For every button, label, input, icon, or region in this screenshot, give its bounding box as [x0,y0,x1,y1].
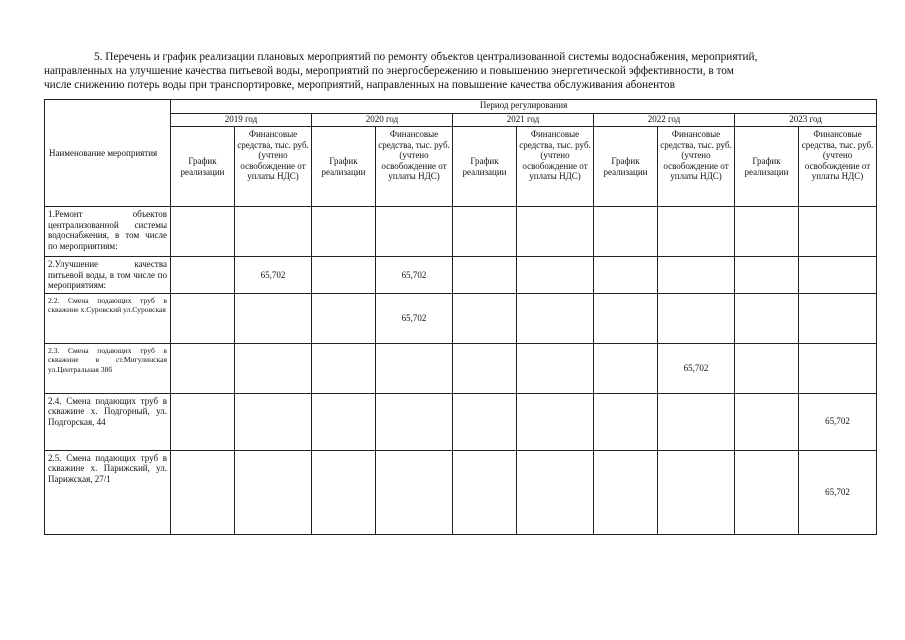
value-cell [517,393,594,450]
value-cell [171,450,235,534]
year-header: 2020 год [312,114,453,127]
value-cell [594,343,658,393]
table-row [45,393,877,450]
value-cell [171,293,235,343]
value-cell [312,293,376,343]
grafik-header: График реализации [312,127,376,207]
table-row [45,257,877,294]
value-cell [171,207,235,257]
section-heading [44,50,874,93]
value-cell [312,450,376,534]
value-cell [235,450,312,534]
value-cell [453,207,517,257]
row-name: 1.Ремонт объектов централизованной системы водоснабжения, в том числе по мероприятиям: [45,207,171,257]
value-cell [594,293,658,343]
value-cell [735,393,799,450]
value-cell: 65,702 [658,343,735,393]
heading-line-2: направленных на улучшение качества питьевой воды, мероприятий по энергосбережению и повышению энергетической эффективности, в том [44,65,734,78]
value-cell: 65,702 [799,450,877,534]
value-cell [735,293,799,343]
period-header: Период регулирования [171,100,877,114]
value-cell [517,293,594,343]
value-cell [453,257,517,294]
value-cell [171,393,235,450]
value-cell: 65,702 [376,293,453,343]
value-cell [799,343,877,393]
plan-table [44,99,877,535]
row-name: 2.3. Смена подающих труб в скважине в ст.Мигулинская ул.Центральная 38б [45,343,171,393]
value-cell [735,343,799,393]
value-cell [312,393,376,450]
grafik-header: График реализации [594,127,658,207]
value-cell [517,450,594,534]
year-header: 2019 год [171,114,312,127]
value-cell [517,343,594,393]
fin-header: Финансовые средства, тыс. руб. (учтено освобождение от уплаты НДС) [376,127,453,207]
value-cell [735,207,799,257]
year-header: 2023 год [735,114,877,127]
value-cell [235,207,312,257]
value-cell [594,257,658,294]
value-cell [376,343,453,393]
table-row [45,343,877,393]
fin-header: Финансовые средства, тыс. руб. (учтено освобождение от уплаты НДС) [235,127,312,207]
year-header: 2022 год [594,114,735,127]
heading-line-1: 5. Перечень и график реализации плановых мероприятий по ремонту объектов централизованной системы водоснабжения, мероприятий, [94,51,758,63]
year-header: 2021 год [453,114,594,127]
value-cell [235,343,312,393]
value-cell [312,343,376,393]
heading-line-3: числе снижению потерь воды при транспортировке, мероприятий, направленных на повышение качества обслуживания абонентов [44,79,675,92]
row-name: 2.4. Смена подающих труб в скважине х. Подгорный, ул. Подгорская, 44 [45,393,171,450]
table-row [45,293,877,343]
fin-header: Финансовые средства, тыс. руб. (учтено освобождение от уплаты НДС) [517,127,594,207]
value-cell [453,450,517,534]
value-cell: 65,702 [235,257,312,294]
table-row [45,450,877,534]
value-cell [453,293,517,343]
value-cell [453,343,517,393]
value-cell [453,393,517,450]
value-cell [171,343,235,393]
value-cell [594,450,658,534]
value-cell [594,393,658,450]
value-cell [658,450,735,534]
value-cell [658,293,735,343]
fin-header: Финансовые средства, тыс. руб. (учтено освобождение от уплаты НДС) [658,127,735,207]
grafik-header: График реализации [171,127,235,207]
grafik-header: График реализации [735,127,799,207]
value-cell [799,257,877,294]
name-column-header: Наименование мероприятия [45,100,171,207]
value-cell [517,257,594,294]
value-cell [312,257,376,294]
value-cell [376,207,453,257]
value-cell [658,257,735,294]
value-cell [799,293,877,343]
value-cell [312,207,376,257]
fin-header: Финансовые средства, тыс. руб. (учтено освобождение от уплаты НДС) [799,127,877,207]
value-cell [658,393,735,450]
value-cell [799,207,877,257]
value-cell [658,207,735,257]
value-cell [376,393,453,450]
value-cell: 65,702 [799,393,877,450]
row-name: 2.5. Смена подающих труб в скважине х. Парижский, ул. Парижская, 27/1 [45,450,171,534]
value-cell [235,393,312,450]
row-name: 2.Улучшение качества питьевой воды, в том числе по мероприятиям: [45,257,171,294]
value-cell: 65,702 [376,257,453,294]
value-cell [594,207,658,257]
value-cell [235,293,312,343]
row-name: 2.2. Смена подающих труб в скважине х.Суровский ул.Суровская [45,293,171,343]
value-cell [735,450,799,534]
table-row [45,207,877,257]
value-cell [735,257,799,294]
value-cell [171,257,235,294]
value-cell [517,207,594,257]
grafik-header: График реализации [453,127,517,207]
value-cell [376,450,453,534]
table-body [45,207,877,535]
